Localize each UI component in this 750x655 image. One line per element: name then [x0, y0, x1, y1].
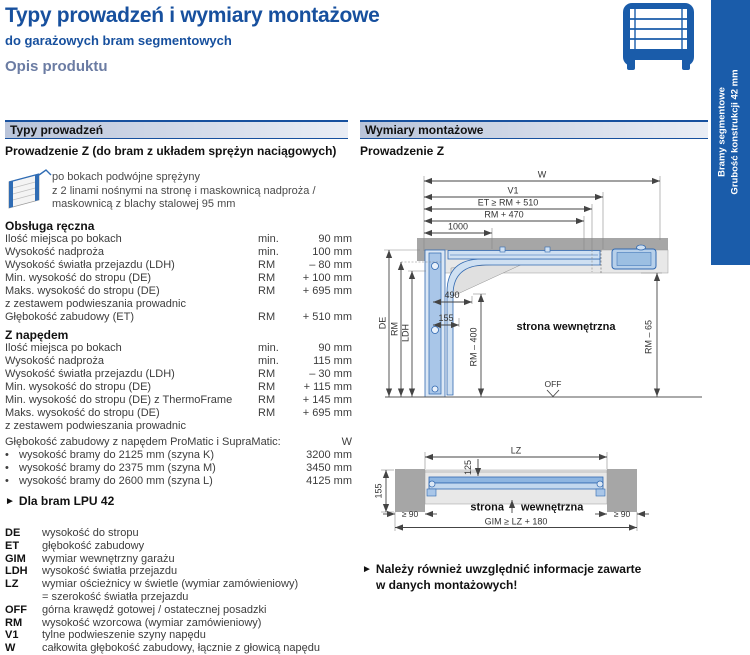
table-row	[5, 285, 352, 298]
depth-table	[5, 436, 352, 488]
spec-label: Ilość miejsca po bokach	[5, 342, 122, 354]
table-row	[5, 246, 352, 259]
spec-label: wysokość bramy do 2600 mm (szyna L)	[19, 475, 213, 487]
table-row	[5, 394, 352, 407]
spec-value: 3450 mm	[306, 462, 352, 474]
table-row	[5, 298, 352, 311]
table-row	[5, 475, 352, 488]
legend-row	[5, 527, 355, 540]
mounting-drawing-plan	[360, 430, 708, 540]
door-panel-plan	[429, 477, 603, 489]
spec-value	[294, 298, 352, 311]
dim-rm-label: RM	[389, 322, 400, 336]
table-row	[5, 311, 352, 324]
legend-row	[5, 540, 355, 553]
bullet: •	[5, 449, 9, 461]
powered-title: Z napędem	[5, 328, 69, 342]
dim-v1-label: V1	[507, 185, 519, 196]
dim-155-label: 155	[438, 313, 454, 323]
dim-lz-label: LZ	[510, 445, 522, 456]
spec-ref: min.	[258, 342, 279, 354]
spec-label: z zestawem podwieszania prowadnic	[5, 420, 186, 432]
dim-rm65-label: RM – 65	[643, 319, 654, 355]
dim-de-label: DE	[377, 316, 388, 330]
manual-title: Obsługa ręczna	[5, 219, 95, 233]
table-row	[5, 449, 352, 462]
spec-value: 4125 mm	[306, 475, 352, 487]
legend-text: tylne podwieszenie szyny napędu	[42, 629, 206, 642]
dim-ldh-label: LDH	[400, 323, 411, 343]
spec-label: Ilość miejsca po bokach	[5, 233, 122, 245]
spec-label: z zestawem podwieszania prowadnic	[5, 298, 186, 310]
spec-label: Min. wysokość do stropu (DE) z ThermoFrame	[5, 394, 233, 406]
section-title: Opis produktu	[5, 58, 108, 75]
wall-right	[607, 469, 637, 512]
spring-panel-icon	[4, 168, 52, 219]
legend-text: wymiar wewnętrzny garażu	[42, 552, 175, 565]
dim-et-label: ET ≥ RM + 510	[477, 197, 539, 208]
note-line2: w danych montażowych!	[376, 578, 518, 592]
legend-row	[5, 591, 355, 604]
mounting-data-note	[362, 562, 641, 592]
inner-side-label: strona wewnętrzna	[516, 321, 616, 333]
table-row	[5, 342, 352, 355]
off-level-arrow-icon	[547, 390, 559, 397]
wall-left	[395, 469, 425, 512]
intro-line: z 2 linami nośnymi na stronę i maskownicą nadproża /	[52, 184, 316, 197]
table-row	[5, 420, 352, 433]
spec-value	[294, 420, 352, 433]
spec-label: Wysokość nadproża	[5, 246, 104, 258]
lpu-note	[5, 494, 114, 510]
sectional-door-icon	[622, 2, 695, 77]
spec-value: + 695 mm	[302, 407, 352, 419]
legend-row	[5, 604, 355, 617]
page-subtitle: do garażowych bram segmentowych	[5, 33, 232, 48]
legend-abbr: W	[5, 642, 16, 655]
spec-ref: min.	[258, 246, 279, 258]
legend-abbr: OFF	[5, 603, 27, 616]
spec-label: Wysokość nadproża	[5, 355, 104, 367]
table-row	[5, 233, 352, 246]
manual-table	[5, 233, 352, 324]
spec-label: Maks. wysokość do stropu (DE)	[5, 285, 160, 297]
table-row	[5, 462, 352, 475]
spec-value: 90 mm	[318, 342, 352, 354]
side-tab-text	[717, 0, 745, 265]
dim-490-label: 490	[444, 290, 460, 300]
depth-header	[5, 436, 352, 449]
spec-ref: RM	[258, 407, 276, 419]
operator-head	[612, 245, 656, 269]
legend-text: wysokość do stropu	[42, 527, 139, 539]
legend	[5, 527, 355, 655]
spec-label: Min. wysokość do stropu (DE)	[5, 272, 152, 284]
legend-row	[5, 642, 355, 655]
spec-label: Głębokość zabudowy (ET)	[5, 311, 134, 323]
spec-label: Wysokość światła przejazdu (LDH)	[5, 368, 175, 380]
side-tab-line2: Grubość konstrukcji 42 mm	[729, 69, 740, 195]
spec-label: Wysokość światła przejazdu (LDH)	[5, 259, 175, 271]
intro-line: maskownicą z blachy stalowej 95 mm	[52, 198, 236, 210]
spec-value: + 115 mm	[303, 381, 352, 393]
inner-side-label-right: wewnętrzna	[521, 501, 584, 514]
table-row	[5, 407, 352, 420]
spec-ref: RM	[258, 285, 276, 297]
legend-abbr: DE	[5, 527, 21, 539]
spec-ref	[258, 420, 294, 433]
depth-value-header: W	[341, 436, 352, 448]
spec-label: Maks. wysokość do stropu (DE)	[5, 407, 160, 419]
table-row	[5, 355, 352, 368]
legend-abbr: RM	[5, 616, 23, 629]
spec-value: – 80 mm	[309, 259, 352, 271]
spec-value: + 145 mm	[302, 394, 352, 406]
intro-text	[52, 171, 316, 212]
spec-value: 90 mm	[318, 233, 352, 245]
left-subheader: Prowadzenie Z (do bram z układem sprężyn naciągowych)	[5, 144, 337, 158]
spec-label: wysokość bramy do 2125 mm (szyna K)	[19, 449, 215, 461]
dim-ge90-right-label: ≥ 90	[613, 509, 631, 519]
table-row	[5, 381, 352, 394]
inner-side-label-left: strona	[470, 501, 504, 514]
powered-table	[5, 342, 352, 433]
spec-label: wysokość bramy do 2375 mm (szyna M)	[19, 462, 216, 474]
dim-125-label: 125	[463, 459, 473, 476]
table-row	[5, 259, 352, 272]
spec-ref: min.	[258, 355, 279, 367]
lpu-note-text: Dla bram LPU 42	[18, 494, 115, 508]
spec-ref: RM	[258, 311, 276, 323]
rail-suspension	[637, 245, 646, 250]
spec-value: 100 mm	[312, 246, 352, 258]
legend-text: górna krawędź gotowej / ostatecznej posadzki	[42, 603, 267, 616]
left-section-header: Typy prowadzeń	[5, 120, 348, 139]
legend-row	[5, 553, 355, 566]
dim-155-label: 155	[373, 483, 384, 499]
legend-row	[5, 565, 355, 578]
legend-text: wymiar ościeżnicy w świetle (wymiar zamówieniowy)	[42, 578, 299, 591]
dim-rm400-label: RM – 400	[468, 327, 479, 367]
spec-value: – 30 mm	[309, 368, 352, 380]
off-label: OFF	[544, 379, 562, 389]
spec-label: Min. wysokość do stropu (DE)	[5, 381, 152, 393]
mounting-drawing-side	[360, 160, 708, 420]
right-subheader: Prowadzenie Z	[360, 144, 445, 158]
legend-text: głębokość zabudowy	[42, 539, 145, 552]
spec-ref: RM	[258, 381, 276, 393]
spec-value: + 510 mm	[302, 311, 352, 323]
spec-ref: RM	[258, 368, 276, 380]
pointer-arrow-icon: ►	[5, 496, 15, 507]
legend-abbr: V1	[5, 629, 19, 642]
page-title: Typy prowadzeń i wymiary montażowe	[5, 4, 380, 27]
dim-1000-label: 1000	[447, 221, 469, 232]
legend-abbr: ET	[5, 539, 20, 552]
bullet: •	[5, 475, 9, 487]
legend-text: wysokość światła przejazdu	[42, 565, 178, 578]
legend-row	[5, 617, 355, 630]
spec-ref: min.	[258, 233, 279, 245]
spec-value: 115 mm	[313, 355, 352, 367]
spec-ref	[258, 298, 294, 311]
pointer-arrow-icon: ►	[362, 564, 372, 575]
bullet: •	[5, 462, 9, 474]
legend-row	[5, 629, 355, 642]
legend-abbr: LZ	[5, 578, 19, 591]
legend-abbr: LDH	[5, 565, 28, 578]
legend-abbr: GIM	[5, 552, 26, 565]
legend-abbr	[5, 591, 42, 604]
spec-value: 3200 mm	[306, 449, 352, 461]
dim-gim-label: GIM ≥ LZ + 180	[484, 516, 548, 527]
legend-text: = szerokość światła przejazdu	[42, 590, 189, 603]
spec-ref: RM	[258, 259, 276, 271]
side-tab-line1: Bramy segmentowe	[716, 87, 728, 177]
dim-rm470-label: RM + 470	[484, 209, 524, 220]
intro-line: po bokach podwójne sprężyny	[52, 171, 200, 183]
door-panel	[425, 250, 445, 397]
spec-ref: RM	[258, 394, 276, 406]
note-line1: Należy również uwzględnić informacje zawarte	[375, 562, 642, 576]
legend-text: wysokość wzorcowa (wymiar zamówieniowy)	[42, 616, 262, 629]
dim-w-label: W	[537, 169, 547, 180]
table-row	[5, 368, 352, 381]
right-section-header: Wymiary montażowe	[360, 120, 708, 139]
dim-ge90-left-label: ≥ 90	[401, 509, 419, 519]
spec-value: + 100 mm	[302, 272, 352, 284]
spec-value: + 695 mm	[302, 285, 352, 297]
legend-text: całkowita głębokość zabudowy, łącznie z głowicą napędu	[42, 642, 321, 655]
depth-title: Głębokość zabudowy z napędem ProMatic i SupraMatic:	[5, 436, 281, 448]
legend-row	[5, 578, 355, 591]
table-row	[5, 272, 352, 285]
spec-ref: RM	[258, 272, 276, 284]
